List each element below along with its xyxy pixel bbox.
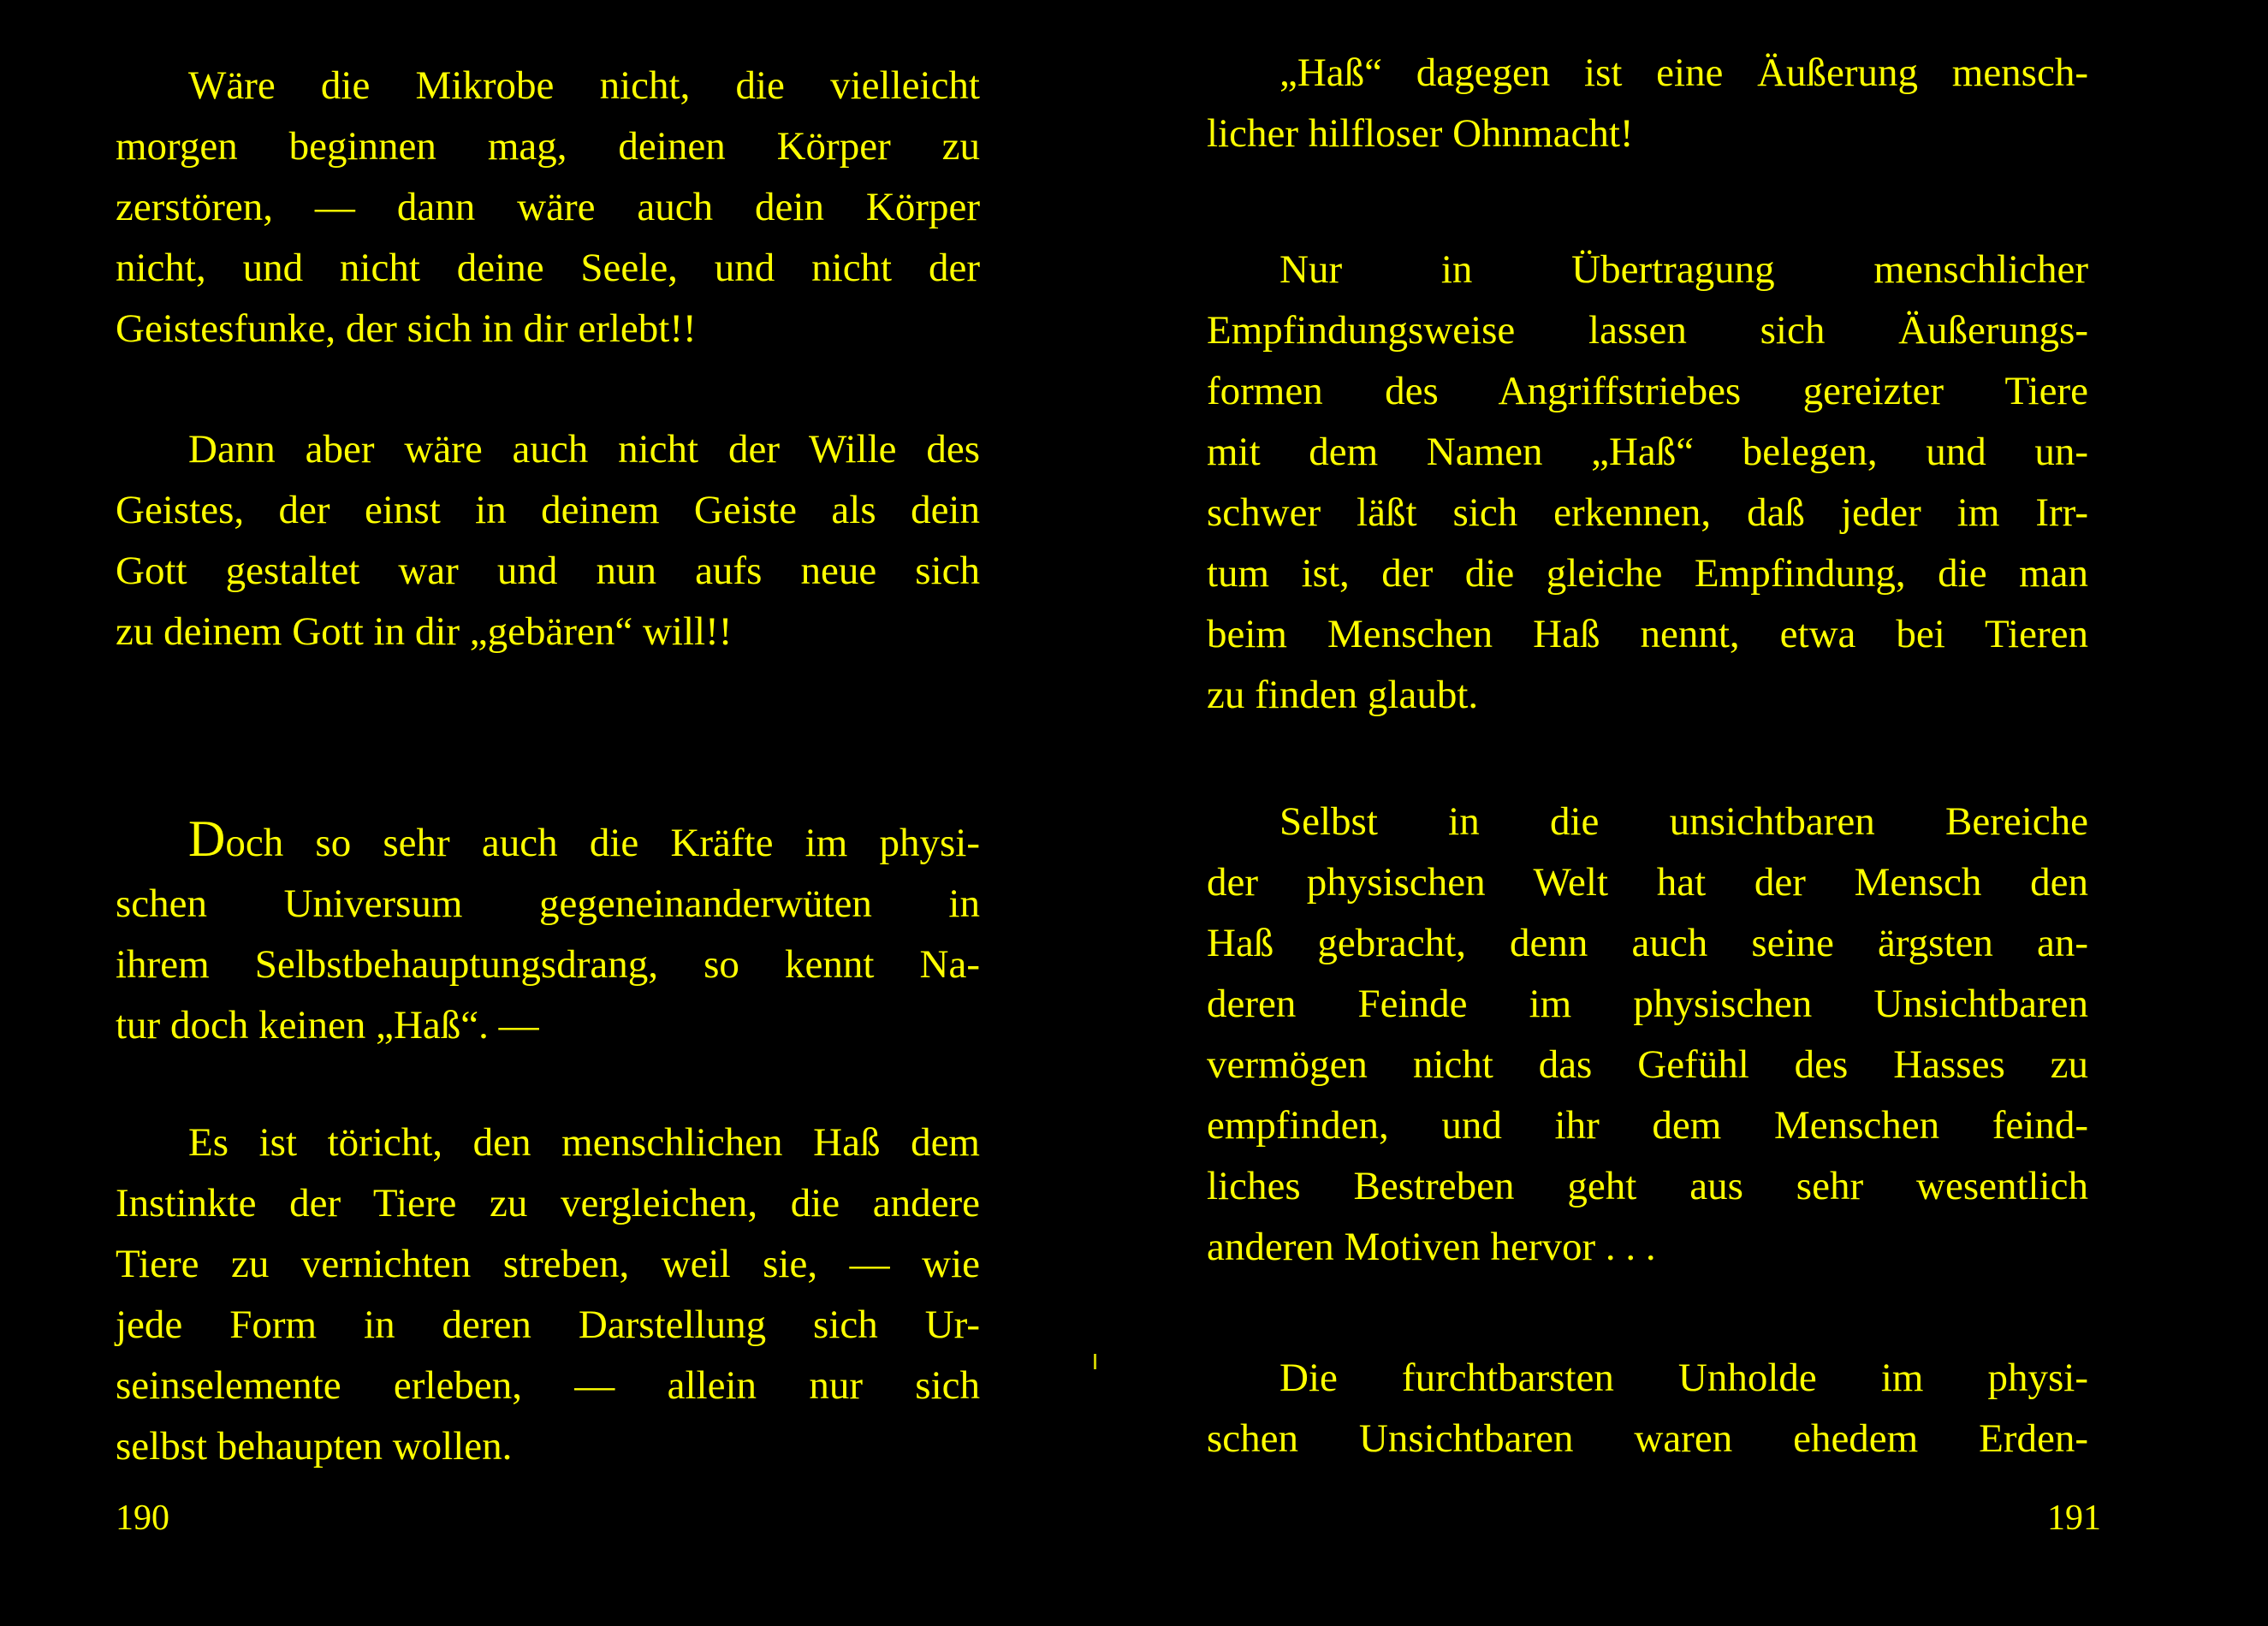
text-line: licher hilfloser Ohnmacht!	[1207, 111, 1634, 156]
right-paragraph-2	[1207, 240, 2088, 726]
text-line: schen Universum gegeneinanderwüten in	[116, 881, 980, 926]
text-line: liches Bestreben geht aus sehr wesentlich	[1207, 1164, 2088, 1208]
text-line: anderen Motiven hervor . . .	[1207, 1225, 1656, 1269]
page-number: 190	[116, 1498, 169, 1538]
text-line: Wäre die Mikrobe nicht, die vielleicht	[188, 63, 980, 108]
text-line: Dann aber wäre auch nicht der Wille des	[188, 427, 980, 472]
left-paragraph-2	[116, 419, 980, 662]
text-line: beim Menschen Haß nennt, etwa bei Tieren	[1207, 612, 2088, 656]
text-line: vermögen nicht das Gefühl des Hasses zu	[1207, 1042, 2088, 1087]
text-line: tum ist, der die gleiche Empfindung, die man	[1207, 551, 2088, 596]
text-line: Empfindungsweise lassen sich Äußerungs-	[1207, 308, 2088, 353]
text-line-rest: och so sehr auch die Kräfte im physi-	[225, 821, 980, 865]
text-line: selbst behaupten wollen.	[116, 1424, 513, 1469]
left-paragraph-3	[116, 809, 980, 1056]
text-line: deren Feinde im physischen Unsichtbaren	[1207, 982, 2088, 1026]
text-line: zerstören, — dann wäre auch dein Körper	[116, 185, 980, 229]
text-line: Selbst in die unsichtbaren Bereiche	[1279, 799, 2088, 844]
text-line: Es ist töricht, den menschlichen Haß dem	[188, 1120, 980, 1165]
text-line: empfinden, und ihr dem Menschen feind-	[1207, 1103, 2088, 1148]
text-line: „Haß“ dagegen ist eine Äußerung mensch-	[1279, 50, 2088, 95]
text-line: Geistesfunke, der sich in dir erlebt!!	[116, 306, 697, 351]
text-line: nicht, und nicht deine Seele, und nicht der	[116, 246, 980, 290]
gutter-mark	[1094, 1354, 1096, 1369]
text-line: Instinkte der Tiere zu vergleichen, die andere	[116, 1181, 980, 1225]
text-line: Nur in Übertragung menschlicher	[1279, 247, 2088, 292]
text-line: mit dem Namen „Haß“ belegen, und un-	[1207, 430, 2088, 474]
page-number: 191	[2047, 1498, 2101, 1538]
text-line: Die furchtbarsten Unholde im physi-	[1279, 1356, 2088, 1400]
text-line: formen des Angriffstriebes gereizter Tiere	[1207, 369, 2088, 413]
right-paragraph-1	[1207, 43, 2088, 164]
text-line: morgen beginnen mag, deinen Körper zu	[116, 124, 980, 169]
text-line	[116, 809, 980, 874]
right-page	[1134, 0, 2268, 1626]
text-line: Haß gebracht, denn auch seine ärgsten an-	[1207, 921, 2088, 965]
text-line: seinselemente erleben, — allein nur sich	[116, 1363, 980, 1408]
text-line: Geistes, der einst in deinem Geiste als dein	[116, 488, 980, 532]
text-line: jede Form in deren Darstellung sich Ur-	[116, 1303, 980, 1347]
right-paragraph-3	[1207, 792, 2088, 1278]
drop-cap: D	[188, 810, 226, 867]
right-paragraph-4	[1207, 1348, 2088, 1469]
text-line: der physischen Welt hat der Mensch den	[1207, 860, 2088, 905]
text-line: zu finden glaubt.	[1207, 673, 1479, 717]
text-line: tur doch keinen „Haß“. —	[116, 1003, 539, 1047]
text-line: schen Unsichtbaren waren ehedem Erden-	[1207, 1416, 2088, 1461]
left-paragraph-1	[116, 56, 980, 359]
left-paragraph-4	[116, 1113, 980, 1477]
text-line: schwer läßt sich erkennen, daß jeder im Irr-	[1207, 490, 2088, 535]
text-line: zu deinem Gott in dir „gebären“ will!!	[116, 609, 733, 654]
text-line: ihrem Selbstbehauptungsdrang, so kennt Na-	[116, 942, 980, 987]
text-line: Tiere zu vernichten streben, weil sie, — wie	[116, 1242, 980, 1286]
text-line: Gott gestaltet war und nun aufs neue sich	[116, 549, 980, 593]
